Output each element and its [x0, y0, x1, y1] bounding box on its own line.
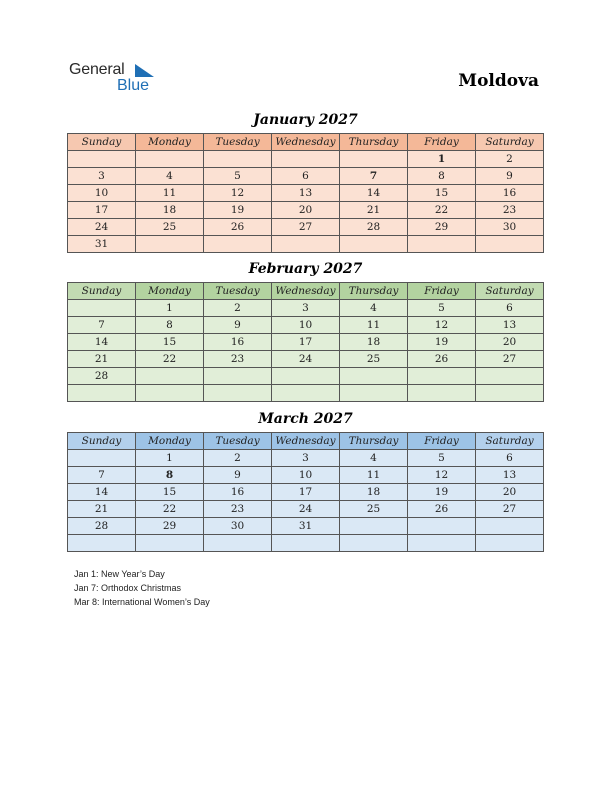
day-cell: [204, 535, 272, 552]
day-cell: 6: [272, 168, 340, 185]
day-cell: [340, 535, 408, 552]
weekday-header: Friday: [408, 283, 476, 300]
day-cell: [408, 236, 476, 253]
day-cell: 28: [340, 219, 408, 236]
holiday-day-cell: 1: [408, 151, 476, 168]
day-cell: 23: [204, 501, 272, 518]
day-cell: 27: [272, 219, 340, 236]
day-cell: [136, 151, 204, 168]
day-cell: 17: [68, 202, 136, 219]
day-cell: [272, 236, 340, 253]
weekday-header: Tuesday: [204, 283, 272, 300]
day-cell: [408, 518, 476, 535]
day-cell: [68, 151, 136, 168]
day-cell: 22: [408, 202, 476, 219]
month-title-march: March 2027: [258, 411, 353, 427]
month-title-january: January 2027: [253, 112, 358, 128]
generalblue-logo: [69, 61, 159, 97]
weekday-header-row: [68, 134, 544, 151]
day-cell: 21: [68, 351, 136, 368]
day-cell: 22: [136, 501, 204, 518]
day-cell: 24: [68, 219, 136, 236]
day-cell: 1: [136, 450, 204, 467]
day-cell: 12: [408, 467, 476, 484]
day-cell: 16: [476, 185, 544, 202]
day-cell: 2: [476, 151, 544, 168]
day-cell: [340, 368, 408, 385]
day-cell: [204, 151, 272, 168]
day-cell: [340, 236, 408, 253]
day-cell: 23: [204, 351, 272, 368]
day-cell: 25: [340, 351, 408, 368]
weekday-header: Sunday: [68, 433, 136, 450]
weekday-header: Friday: [408, 433, 476, 450]
day-cell: [204, 368, 272, 385]
day-cell: 19: [204, 202, 272, 219]
week-row: [68, 151, 544, 168]
day-cell: 2: [204, 300, 272, 317]
day-cell: 15: [136, 484, 204, 501]
day-cell: [476, 385, 544, 402]
day-cell: 22: [136, 351, 204, 368]
day-cell: 21: [340, 202, 408, 219]
holiday-day-cell: 7: [340, 168, 408, 185]
logo-blue-text: Blue: [117, 77, 150, 94]
day-cell: 3: [272, 300, 340, 317]
day-cell: [340, 518, 408, 535]
day-cell: 26: [408, 501, 476, 518]
week-row: [68, 450, 544, 467]
weekday-header: Saturday: [476, 433, 544, 450]
day-cell: 14: [340, 185, 408, 202]
day-cell: 16: [204, 484, 272, 501]
day-cell: 25: [340, 501, 408, 518]
day-cell: 16: [204, 334, 272, 351]
weekday-header: Thursday: [340, 433, 408, 450]
day-cell: 30: [204, 518, 272, 535]
weekday-header: Thursday: [340, 134, 408, 151]
day-cell: 20: [476, 484, 544, 501]
day-cell: [136, 535, 204, 552]
day-cell: 5: [408, 300, 476, 317]
day-cell: [408, 368, 476, 385]
day-cell: [136, 368, 204, 385]
day-cell: 10: [272, 317, 340, 334]
day-cell: 11: [340, 317, 408, 334]
day-cell: 14: [68, 334, 136, 351]
day-cell: [340, 385, 408, 402]
week-row: [68, 236, 544, 253]
weekday-header: Saturday: [476, 134, 544, 151]
day-cell: 29: [408, 219, 476, 236]
weekday-header: Sunday: [68, 283, 136, 300]
day-cell: [476, 236, 544, 253]
day-cell: 15: [136, 334, 204, 351]
holiday-day-cell: 8: [136, 467, 204, 484]
weekday-header-row: [68, 283, 544, 300]
day-cell: 3: [68, 168, 136, 185]
day-cell: 31: [68, 236, 136, 253]
logo-triangle-icon: [135, 64, 155, 78]
week-row: [68, 202, 544, 219]
day-cell: 21: [68, 501, 136, 518]
week-row: [68, 535, 544, 552]
day-cell: 14: [68, 484, 136, 501]
day-cell: 17: [272, 334, 340, 351]
day-cell: 7: [68, 317, 136, 334]
holiday-item: Jan 7: Orthodox Christmas: [74, 583, 182, 593]
day-cell: [272, 151, 340, 168]
day-cell: 3: [272, 450, 340, 467]
weekday-header: Saturday: [476, 283, 544, 300]
day-cell: 10: [272, 467, 340, 484]
week-row: [68, 351, 544, 368]
day-cell: 9: [476, 168, 544, 185]
day-cell: 13: [272, 185, 340, 202]
day-cell: 10: [68, 185, 136, 202]
weekday-header: Tuesday: [204, 134, 272, 151]
day-cell: 4: [340, 450, 408, 467]
day-cell: [340, 151, 408, 168]
day-cell: [476, 535, 544, 552]
logo-general-text: General: [69, 61, 125, 78]
holiday-list: [74, 567, 210, 609]
holiday-item: Mar 8: International Women’s Day: [74, 597, 210, 607]
day-cell: 20: [476, 334, 544, 351]
day-cell: 13: [476, 467, 544, 484]
day-cell: [68, 385, 136, 402]
day-cell: [136, 236, 204, 253]
day-cell: 19: [408, 334, 476, 351]
weekday-header: Wednesday: [272, 283, 340, 300]
day-cell: 19: [408, 484, 476, 501]
day-cell: 30: [476, 219, 544, 236]
day-cell: 2: [204, 450, 272, 467]
day-cell: 27: [476, 351, 544, 368]
day-cell: 24: [272, 351, 340, 368]
day-cell: 5: [408, 450, 476, 467]
day-cell: [408, 385, 476, 402]
day-cell: [476, 518, 544, 535]
week-row: [68, 185, 544, 202]
week-row: [68, 168, 544, 185]
day-cell: 28: [68, 518, 136, 535]
day-cell: 29: [136, 518, 204, 535]
week-row: [68, 518, 544, 535]
week-row: [68, 317, 544, 334]
weekday-header: Wednesday: [272, 134, 340, 151]
holiday-item: Jan 1: New Year’s Day: [74, 569, 165, 579]
week-row: [68, 484, 544, 501]
month-title-february: February 2027: [248, 261, 363, 277]
day-cell: 6: [476, 450, 544, 467]
day-cell: 24: [272, 501, 340, 518]
week-row: [68, 219, 544, 236]
week-row: [68, 467, 544, 484]
week-row: [68, 501, 544, 518]
day-cell: 11: [136, 185, 204, 202]
day-cell: 9: [204, 317, 272, 334]
day-cell: 13: [476, 317, 544, 334]
day-cell: 18: [340, 334, 408, 351]
weekday-header: Monday: [136, 433, 204, 450]
day-cell: 20: [272, 202, 340, 219]
day-cell: 4: [136, 168, 204, 185]
day-cell: [272, 535, 340, 552]
day-cell: [204, 385, 272, 402]
weekday-header: Thursday: [340, 283, 408, 300]
weekday-header: Monday: [136, 134, 204, 151]
day-cell: [136, 385, 204, 402]
day-cell: 18: [340, 484, 408, 501]
day-cell: 23: [476, 202, 544, 219]
weekday-header: Monday: [136, 283, 204, 300]
day-cell: 31: [272, 518, 340, 535]
day-cell: 11: [340, 467, 408, 484]
day-cell: [272, 368, 340, 385]
day-cell: 28: [68, 368, 136, 385]
day-cell: 26: [408, 351, 476, 368]
day-cell: [408, 535, 476, 552]
day-cell: 1: [136, 300, 204, 317]
day-cell: 17: [272, 484, 340, 501]
day-cell: 12: [204, 185, 272, 202]
day-cell: [272, 385, 340, 402]
day-cell: 27: [476, 501, 544, 518]
weekday-header: Friday: [408, 134, 476, 151]
week-row: [68, 334, 544, 351]
calendar-january: [67, 133, 544, 253]
day-cell: [68, 300, 136, 317]
weekday-header-row: [68, 433, 544, 450]
weekday-header: Sunday: [68, 134, 136, 151]
day-cell: 26: [204, 219, 272, 236]
day-cell: 5: [204, 168, 272, 185]
day-cell: 8: [136, 317, 204, 334]
day-cell: 8: [408, 168, 476, 185]
day-cell: [204, 236, 272, 253]
day-cell: 7: [68, 467, 136, 484]
weekday-header: Wednesday: [272, 433, 340, 450]
day-cell: 18: [136, 202, 204, 219]
day-cell: 15: [408, 185, 476, 202]
day-cell: [68, 535, 136, 552]
week-row: [68, 300, 544, 317]
calendar-february: [67, 282, 544, 402]
day-cell: 12: [408, 317, 476, 334]
week-row: [68, 385, 544, 402]
day-cell: 4: [340, 300, 408, 317]
country-title: Moldova: [458, 71, 539, 91]
week-row: [68, 368, 544, 385]
day-cell: 25: [136, 219, 204, 236]
weekday-header: Tuesday: [204, 433, 272, 450]
day-cell: 9: [204, 467, 272, 484]
day-cell: 6: [476, 300, 544, 317]
day-cell: [68, 450, 136, 467]
day-cell: [476, 368, 544, 385]
calendar-march: [67, 432, 544, 552]
